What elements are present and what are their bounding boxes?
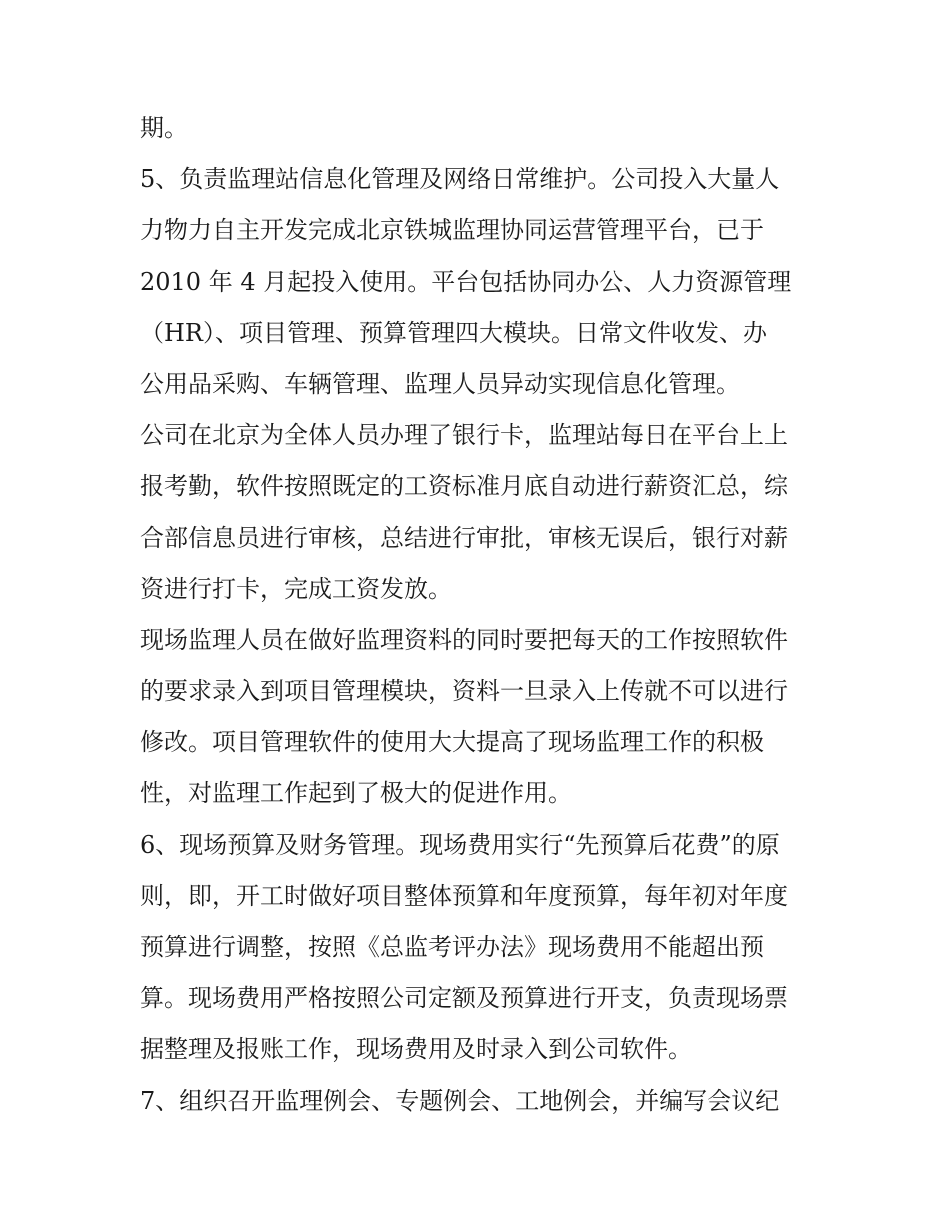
- text-line: 5、负责监理站信息化管理及网络日常维护。公司投入大量人: [140, 165, 780, 194]
- text-line: 算。现场费用严格按照公司定额及预算进行开支，负责现场票: [140, 984, 788, 1013]
- text-line: 6、现场预算及财务管理。现场费用实行“先预算后花费”的原: [140, 830, 780, 859]
- text-line: 合部信息员进行审核，总结进行审批，审核无误后，银行对薪: [140, 523, 788, 552]
- text-line: （HR）、项目管理、预算管理四大模块。日常文件收发、办: [140, 318, 767, 347]
- text-line: 现场监理人员在做好监理资料的同时要把每天的工作按照软件: [140, 625, 788, 654]
- text-line: 7、组织召开监理例会、专题例会、工地例会，并编写会议纪: [140, 1086, 780, 1115]
- text-line: 公用品采购、车辆管理、监理人员异动实现信息化管理。: [140, 369, 740, 398]
- text-line: 预算进行调整，按照《总监考评办法》现场费用不能超出预: [140, 933, 764, 961]
- text-line: 报考勤，软件按照既定的工资标准月底自动进行薪资汇总，综: [140, 472, 788, 501]
- text-line: 性，对监理工作起到了极大的促进作用。: [140, 779, 572, 808]
- text-line: 力物力自主开发完成北京铁城监理协同运营管理平台，已于: [140, 216, 764, 245]
- text-line: 修改。项目管理软件的使用大大提高了现场监理工作的积极: [140, 728, 764, 757]
- text-line: 则，即，开工时做好项目整体预算和年度预算，每年初对年度: [140, 881, 788, 910]
- text-line: 2010 年 4 月起投入使用。平台包括协同办公、人力资源管理: [140, 267, 792, 296]
- text-line: 的要求录入到项目管理模块，资料一旦录入上传就不可以进行: [140, 677, 788, 706]
- text-line: 据整理及报账工作，现场费用及时录入到公司软件。: [140, 1035, 692, 1064]
- text-line: 公司在北京为全体人员办理了银行卡，监理站每日在平台上上: [140, 421, 788, 450]
- text-line: 期。: [140, 114, 188, 142]
- text-line: 资进行打卡，完成工资发放。: [140, 574, 452, 603]
- document-body: [140, 103, 820, 1127]
